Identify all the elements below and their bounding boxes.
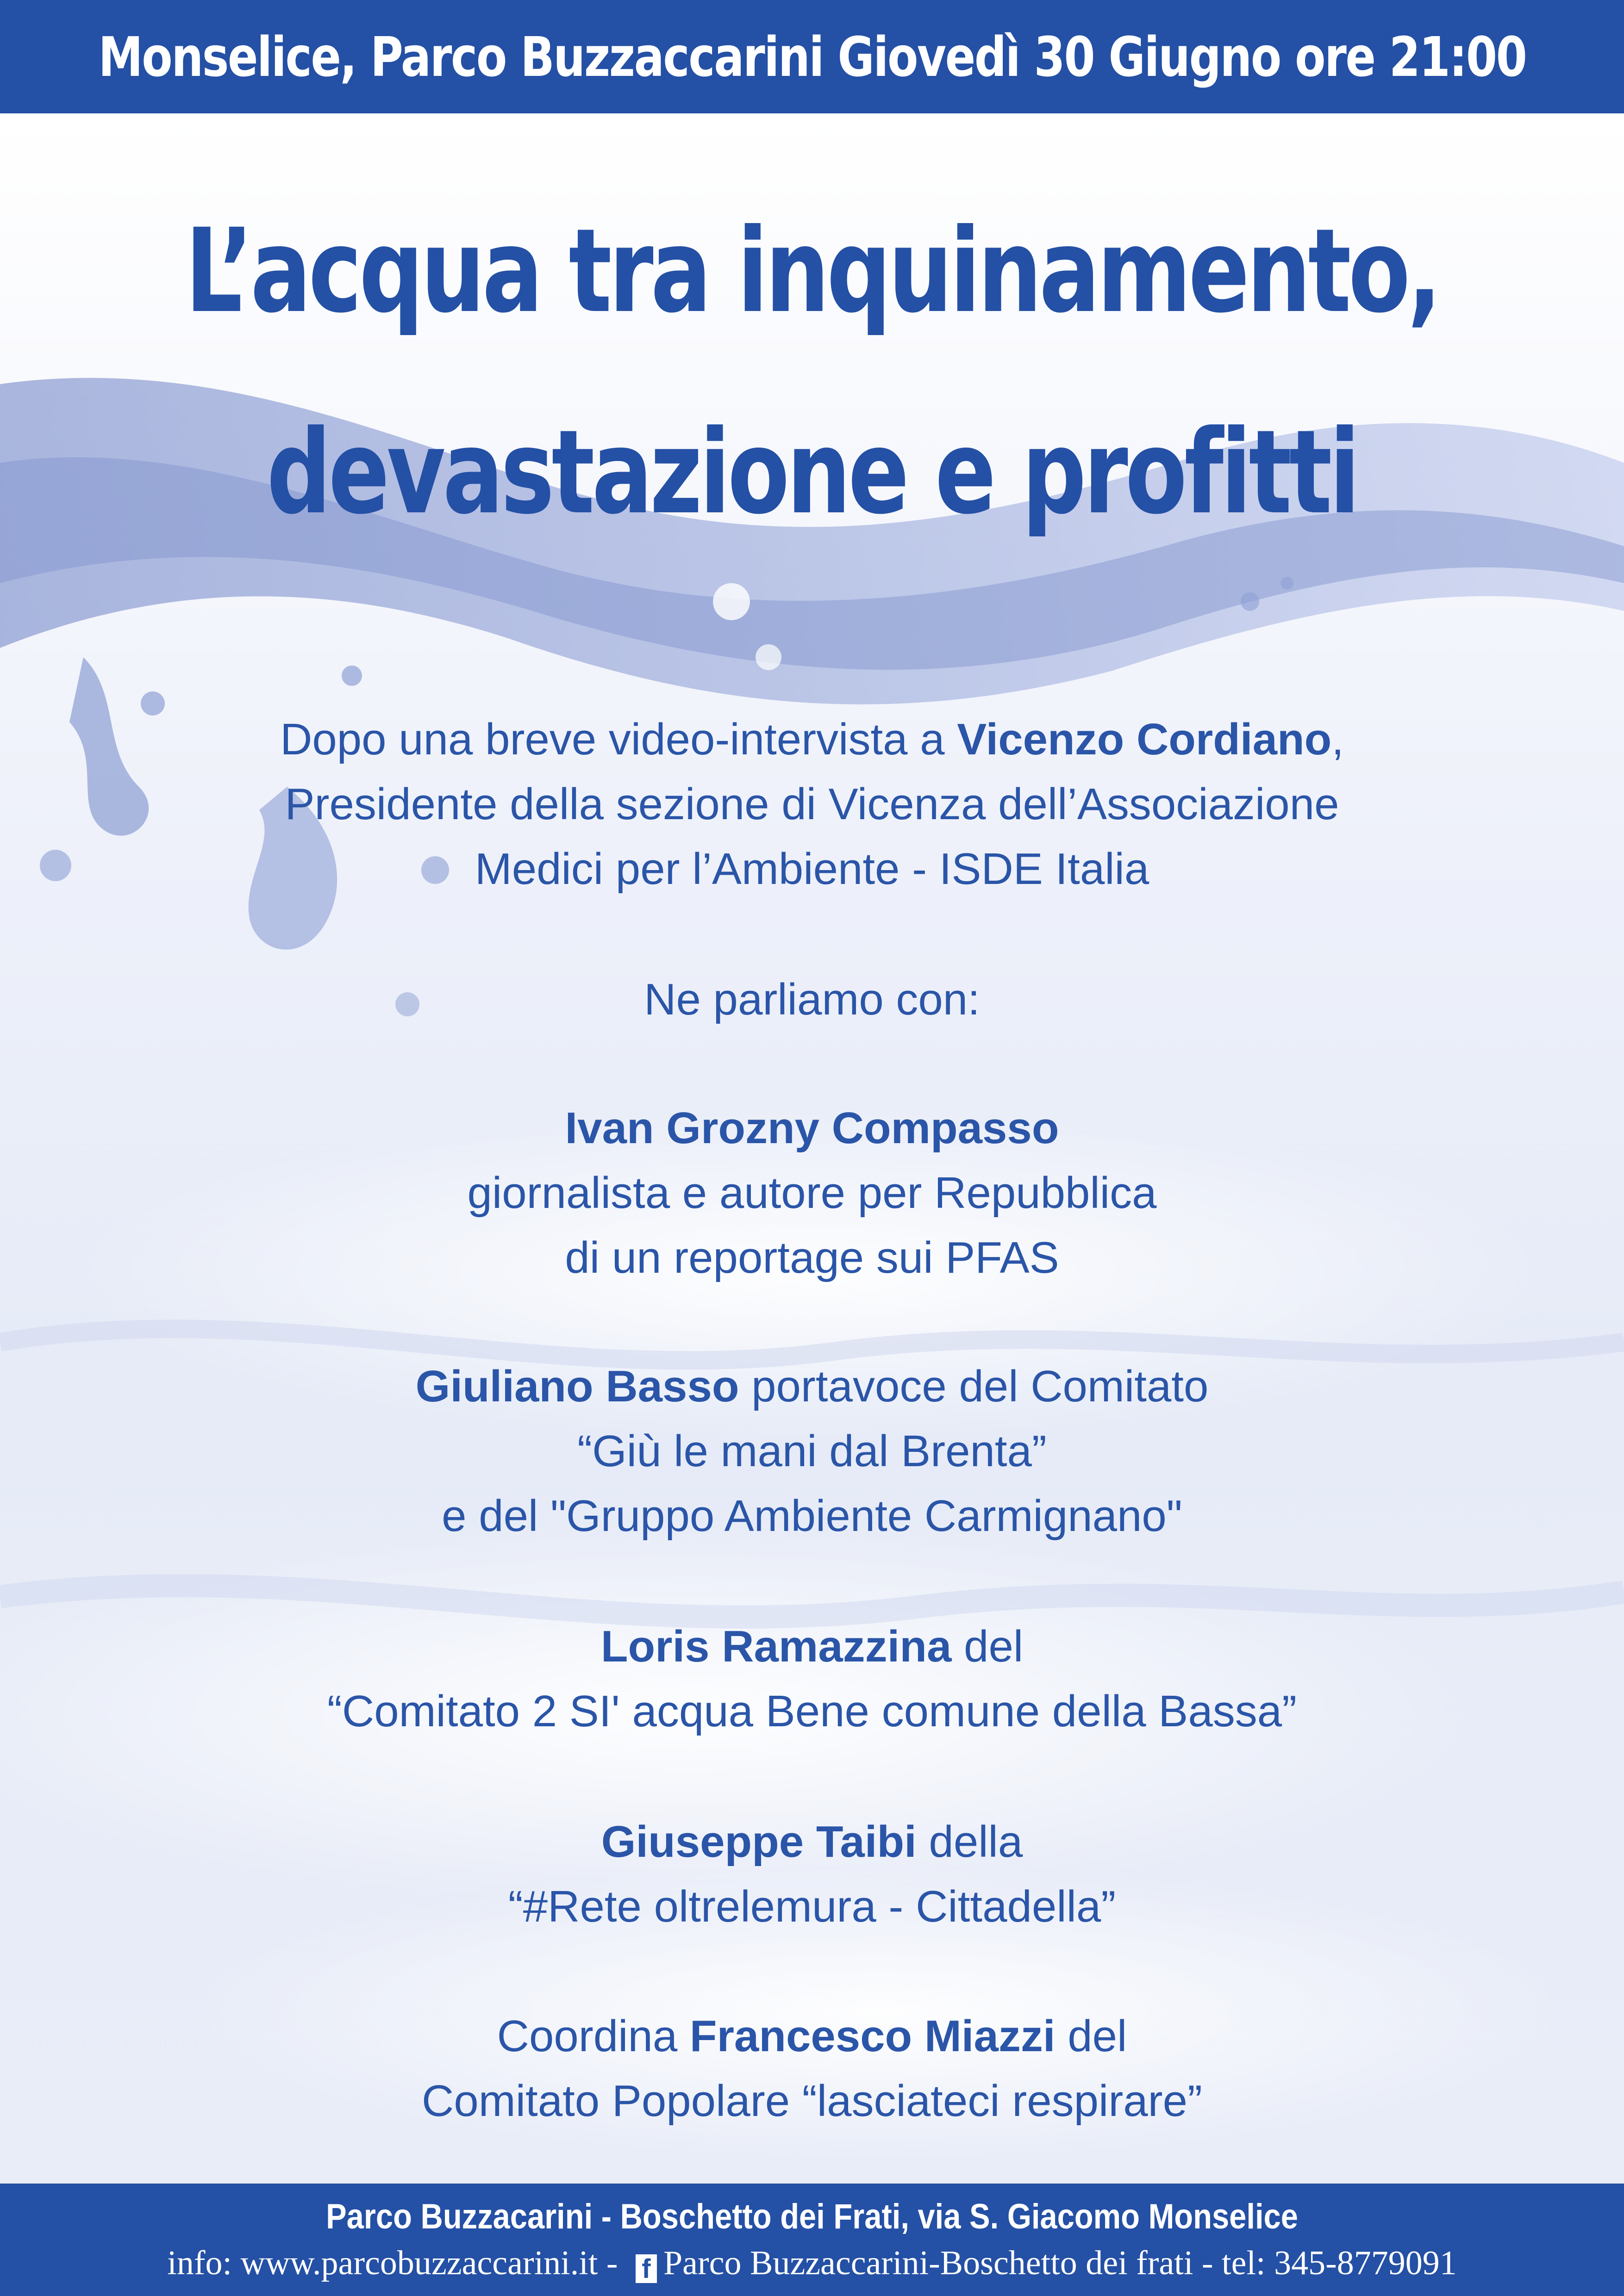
speaker-role-intro: del [951, 1622, 1024, 1671]
speaker-1 [0, 1096, 1624, 1290]
speaker-name: Giuseppe Taibi [601, 1817, 917, 1867]
coordinator-heading [0, 2004, 1624, 2069]
intro-block [0, 707, 1624, 902]
speaker-3-line-1: “Comitato 2 SI' acqua Bene comune della Bassa” [327, 1686, 1297, 1736]
coordinator-prefix: Coordina [497, 2011, 690, 2061]
speaker-3 [0, 1614, 1624, 1744]
coordinator-role-intro: del [1055, 2011, 1127, 2061]
title-line-1: L’acqua tra inquinamento, [185, 204, 1439, 338]
contact-info [0, 2244, 1624, 2283]
speaker-4-line-1: “#Rete oltrelemura - Cittadella” [508, 1882, 1116, 1931]
event-date-banner [0, 0, 1624, 113]
intro-text: Dopo una breve video-intervista a [280, 715, 957, 764]
speaker-2-heading [0, 1354, 1624, 1419]
speaker-1-line-2: di un reportage sui PFAS [565, 1233, 1059, 1282]
speaker-3-heading [0, 1614, 1624, 1679]
lead-text: Ne parliamo con: [644, 975, 980, 1024]
intro-line-3: Medici per l’Ambiente - ISDE Italia [475, 844, 1149, 894]
speaker-name: Loris Ramazzina [600, 1622, 952, 1671]
speaker-1-line-1: giornalista e autore per Repubblica [467, 1168, 1157, 1218]
speaker-name: Ivan Grozny Compasso [565, 1103, 1059, 1153]
speaker-1-heading [0, 1096, 1624, 1161]
footer-banner [0, 2184, 1624, 2296]
speaker-4 [0, 1810, 1624, 1939]
interviewee-name: Vicenzo Cordiano [957, 715, 1332, 764]
speaker-4-heading [0, 1810, 1624, 1874]
intro-line-1 [0, 707, 1624, 772]
facebook-page-and-phone: Parco Buzzaccarini-Boschetto dei frati - tel: 345-8779091 [663, 2244, 1457, 2282]
speaker-role-intro: portavoce del Comitato [739, 1362, 1209, 1411]
intro-line-2: Presidente della sezione di Vicenza dell’Associazione [285, 779, 1339, 829]
speaker-2 [0, 1354, 1624, 1549]
facebook-icon: f [636, 2254, 657, 2283]
lead-in [0, 967, 1624, 1032]
intro-comma: , [1331, 715, 1344, 764]
speaker-2-line-1: “Giù le mani dal Brenta” [577, 1426, 1047, 1476]
website-info: info: www.parcobuzzaccarini.it - [167, 2244, 626, 2282]
coordinator-name: Francesco Miazzi [689, 2011, 1056, 2061]
venue-address: Parco Buzzacarini - Boschetto dei Frati, via S. Giacomo Monselice [326, 2197, 1298, 2236]
speaker-role-intro: della [916, 1817, 1023, 1867]
coordinator-line-2: Comitato Popolare “lasciateci respirare” [422, 2076, 1202, 2126]
speaker-2-line-2: e del "Gruppo Ambiente Carmignano" [442, 1491, 1182, 1541]
title-line-2: devastazione e profitti [267, 405, 1357, 540]
coordinator-block [0, 2004, 1624, 2134]
event-date-location: Monselice, Parco Buzzaccarini Giovedì 30 Giugno ore 21:00 [98, 25, 1526, 89]
speaker-name: Giuliano Basso [415, 1362, 739, 1411]
